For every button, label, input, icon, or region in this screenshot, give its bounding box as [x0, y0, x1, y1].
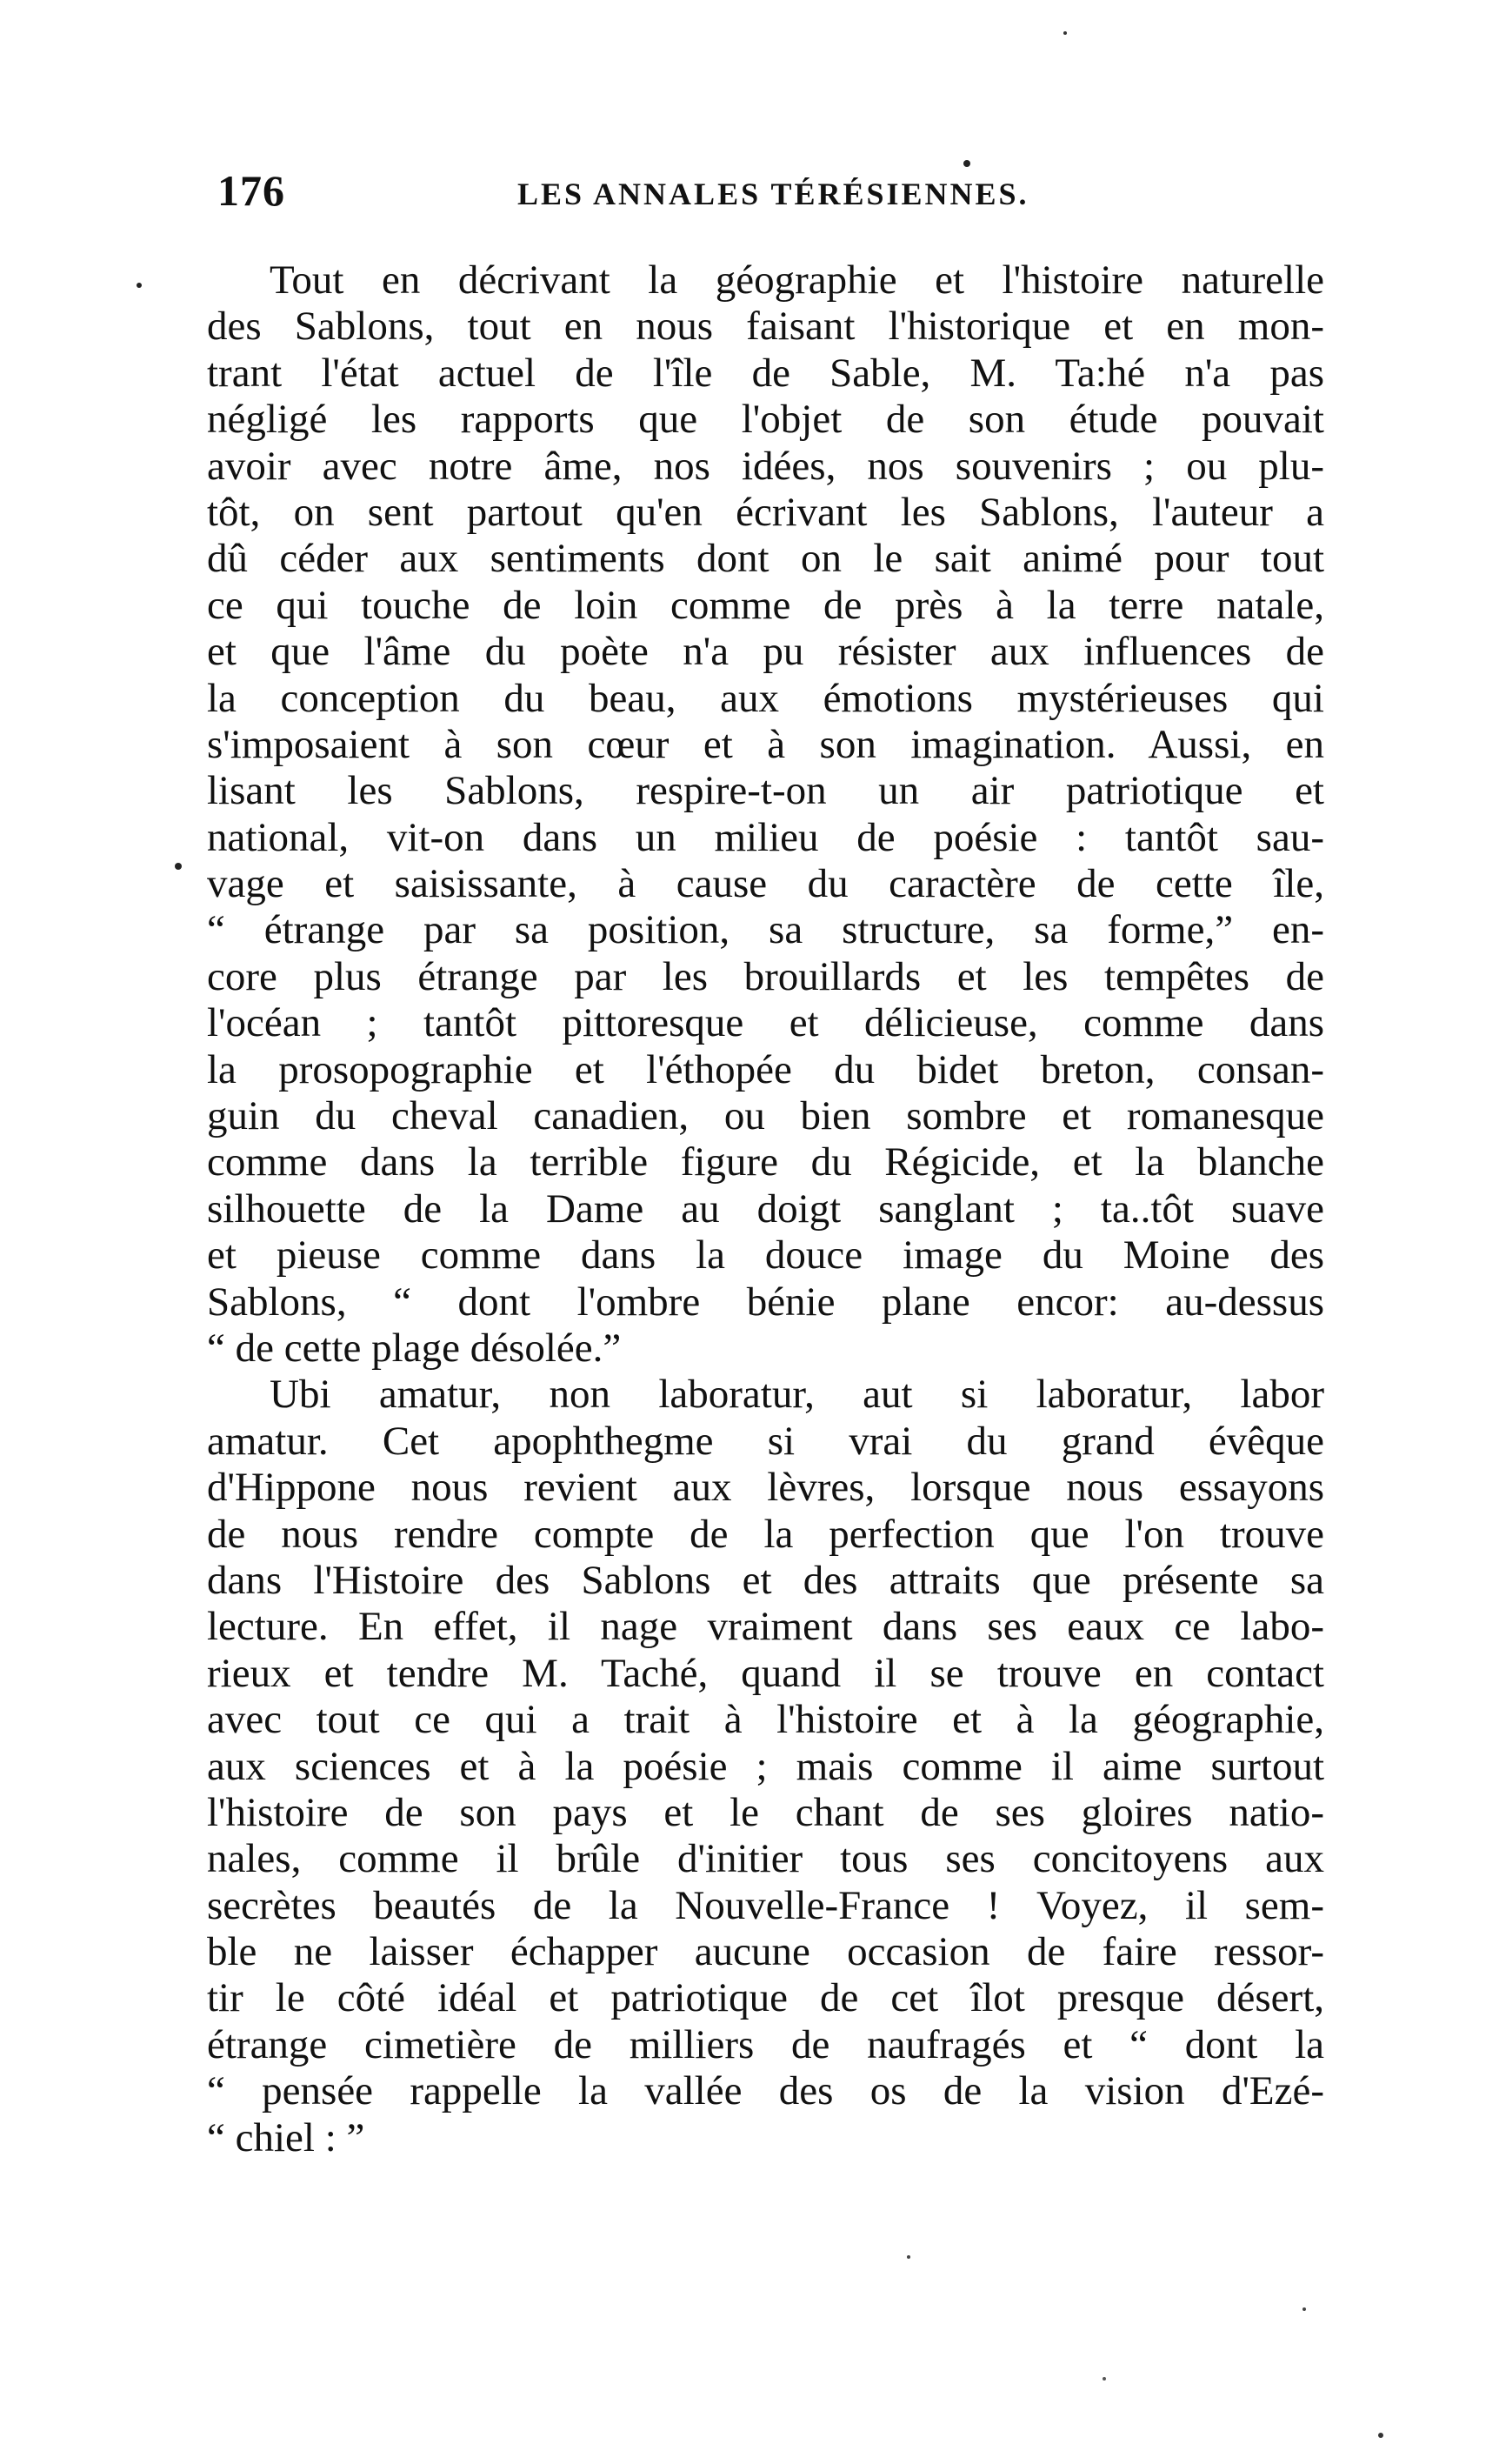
- text-line: la conception du beau, aux émotions mystérieuses qui: [207, 675, 1324, 721]
- text-line: guin du cheval canadien, ou bien sombre et romanesque: [207, 1093, 1324, 1139]
- text-line: dû céder aux sentiments dont on le sait animé pour tout: [207, 536, 1324, 582]
- text-line: rieux et tendre M. Taché, quand il se trouve en contact: [207, 1650, 1324, 1696]
- text-line: de nous rendre compte de la perfection que l'on trouve: [207, 1511, 1324, 1557]
- text-line: trant l'état actuel de l'île de Sable, M. Ta:hé n'a pas: [207, 350, 1324, 396]
- text-line: lisant les Sablons, respire-t-on un air patriotique et: [207, 768, 1324, 814]
- text-line: tôt, on sent partout qu'en écrivant les Sablons, l'auteur a: [207, 489, 1324, 535]
- page-number: 176: [217, 166, 285, 215]
- body-text: [207, 257, 1324, 2161]
- text-line: “ étrange par sa position, sa structure, sa forme,” en-: [207, 907, 1324, 953]
- page-header: [217, 165, 1339, 226]
- text-line: d'Hippone nous revient aux lèvres, lorsque nous essayons: [207, 1465, 1324, 1511]
- text-line: aux sciences et à la poésie ; mais comme il aime surtout: [207, 1743, 1324, 1789]
- text-line: tir le côté idéal et patriotique de cet îlot presque désert,: [207, 1975, 1324, 2021]
- text-line: silhouette de la Dame au doigt sanglant ; ta..tôt suave: [207, 1185, 1324, 1232]
- text-line: amatur. Cet apophthegme si vrai du grand évêque: [207, 1418, 1324, 1464]
- text-line: dans l'Histoire des Sablons et des attraits que présente sa: [207, 1557, 1324, 1603]
- text-line: “ de cette plage désolée.”: [207, 1325, 622, 1371]
- text-line: la prosopographie et l'éthopée du bidet breton, consan-: [207, 1046, 1324, 1092]
- text-line: avoir avec notre âme, nos idées, nos souvenirs ; ou plu-: [207, 443, 1324, 489]
- text-line: des Sablons, tout en nous faisant l'historique et en mon-: [207, 304, 1324, 350]
- text-line: Ubi amatur, non laboratur, aut si laboratur, labor: [270, 1372, 1324, 1418]
- text-line: s'imposaient à son cœur et à son imagination. Aussi, en: [207, 721, 1324, 767]
- text-line: l'histoire de son pays et le chant de ses gloires natio-: [207, 1789, 1324, 1835]
- text-line: vage et saisissante, à cause du caractère de cette île,: [207, 861, 1324, 907]
- text-line: l'océan ; tantôt pittoresque et délicieuse, comme dans: [207, 1000, 1324, 1046]
- text-line: national, vit-on dans un milieu de poésie : tantôt sau-: [207, 814, 1324, 860]
- text-line: secrètes beautés de la Nouvelle-France ! Voyez, il sem-: [207, 1882, 1324, 1928]
- text-line: core plus étrange par les brouillards et les tempêtes de: [207, 953, 1324, 999]
- text-line: et que l'âme du poète n'a pu résister aux influences de: [207, 629, 1324, 675]
- text-line: lecture. En effet, il nage vraiment dans ses eaux ce labo-: [207, 1604, 1324, 1650]
- text-line: ble ne laisser échapper aucune occasion de faire ressor-: [207, 1929, 1324, 1975]
- text-line: avec tout ce qui a trait à l'histoire et à la géographie,: [207, 1697, 1324, 1743]
- text-line: nales, comme il brûle d'initier tous ses concitoyens aux: [207, 1836, 1324, 1882]
- text-line: Tout en décrivant la géographie et l'histoire naturelle: [270, 257, 1324, 303]
- text-line: “ chiel : ”: [207, 2114, 365, 2160]
- text-line: “ pensée rappelle la vallée des os de la vision d'Ezé-: [207, 2068, 1324, 2114]
- running-head: LES ANNALES TÉRÉSIENNES.: [517, 177, 1029, 211]
- text-line: comme dans la terrible figure du Régicide, et la blanche: [207, 1139, 1324, 1185]
- text-line: négligé les rapports que l'objet de son étude pouvait: [207, 397, 1324, 443]
- text-line: ce qui touche de loin comme de près à la terre natale,: [207, 582, 1324, 628]
- text-line: Sablons, “ dont l'ombre bénie plane encor: au-dessus: [207, 1279, 1324, 1325]
- text-line: étrange cimetière de milliers de naufragés et “ dont la: [207, 2021, 1324, 2067]
- text-line: et pieuse comme dans la douce image du Moine des: [207, 1232, 1324, 1279]
